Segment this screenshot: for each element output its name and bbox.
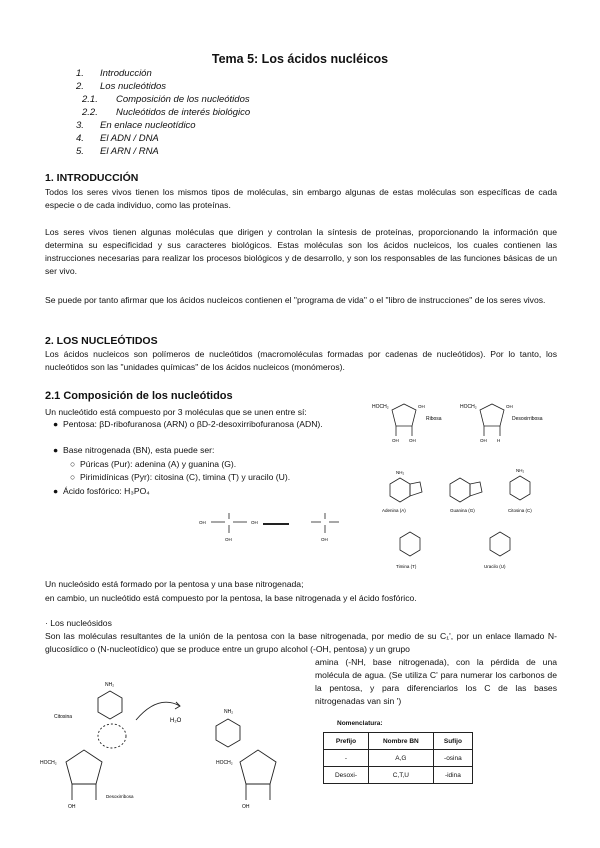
heading-introduccion: 1. INTRODUCCIÓN [45, 172, 139, 184]
nomenclatura-title: Nomenclatura: [337, 720, 383, 727]
toc-item[interactable]: En enlace nucleotídico [100, 120, 196, 131]
toc-num: 2.2. [82, 107, 98, 118]
toc-item[interactable]: Composición de los nucleótidos [116, 94, 250, 105]
citosina-top-label: Citosina [54, 714, 73, 720]
toc-item[interactable]: Nucleótidos de interés biológico [116, 107, 251, 118]
list-item [53, 418, 365, 430]
hoch2-label: HOCH₂ [372, 404, 389, 410]
toc-item[interactable]: Introducción [100, 68, 152, 79]
oh-label: OH [418, 404, 425, 409]
circle-bullet-icon: ○ [70, 459, 76, 469]
toc-item[interactable]: El ARN / RNA [100, 146, 159, 157]
table-cell: A,G [368, 750, 433, 767]
nh2-label: NH₂ [105, 682, 115, 688]
hoch2-label: HOCH₂ [40, 760, 57, 766]
bullet-icon: ● [53, 445, 59, 455]
table-header-cell: Prefijo [324, 733, 369, 750]
table-header-cell: Nombre BN [368, 733, 433, 750]
list-item [70, 471, 370, 483]
table-row [324, 750, 473, 767]
toc-item[interactable]: Los nucleótidos [100, 81, 167, 92]
citosina-label: Citosina (C) [508, 508, 532, 513]
nh2-label: NH₂ [224, 709, 234, 715]
h-label: H [497, 438, 501, 443]
phosphoric-acid-figure [195, 505, 370, 555]
paragraph: Se puede por tanto afirmar que los ácidos nucleicos contienen el "programa de vida" o el "libro de instrucciones" de los seres vivos. [45, 295, 546, 305]
h2o-label: H₂O [170, 718, 182, 724]
toc-num: 2. [76, 81, 84, 92]
oh-label: OH [480, 438, 487, 443]
list-item-text: Base nitrogenada (BN), esta puede ser: [63, 445, 215, 455]
paragraph: Un nucleósido está formado por la pentosa y una base nitrogenada; [45, 579, 304, 589]
desoxirribosa-bottom-label: Desoxirribosa [106, 794, 134, 799]
bullet-icon: ● [53, 419, 59, 429]
ribosa-label: Ribosa [426, 416, 442, 422]
heading-nucleotidos: 2. LOS NUCLEÓTIDOS [45, 335, 158, 347]
list-item-text: Pirimidínicas (Pyr): citosina (C), timina (T) y uracilo (U). [80, 472, 291, 482]
table-cell: - [324, 750, 369, 767]
oh-label: OH [392, 438, 399, 443]
list-item [53, 485, 353, 497]
nh2-label: NH₂ [516, 468, 525, 473]
toc-num: 4. [76, 133, 84, 144]
heading-composicion: 2.1 Composición de los nucleótidos [45, 390, 233, 402]
paragraph: Los seres vivos tienen algunas moléculas que dirigen y controlan la síntesis de proteínas, proporcionando la información que determina su especificidad y sus caracteres biológicos. Estas moléculas son los ácidos nucleicos, los cuales contienen las instrucciones necesarias para realizar los procesos biológicos y de desarrollo, y son los responsables de las funciones básicas de un ser vivo. [45, 227, 557, 276]
list-item [70, 458, 370, 470]
toc-item[interactable]: El ADN / DNA [100, 133, 159, 144]
paragraph: Los ácidos nucleicos son polímeros de nucleótidos (macromoléculas formadas por cadenas de nucleótidos). Por lo tanto, los nucleótidos son las "unidades químicas" de los ácidos nucleicos (monómeros). [45, 349, 557, 372]
nh2-label: NH₂ [396, 470, 405, 475]
toc-num: 1. [76, 68, 84, 79]
list-item-text: Púricas (Pur): adenina (A) y guanina (G). [80, 459, 237, 469]
table-cell: -osina [433, 750, 472, 767]
oh-label: OH [506, 404, 513, 409]
guanina-label: Guanina (G) [450, 508, 475, 513]
oh-label: OH [321, 537, 328, 542]
oh-label: OH [225, 537, 232, 542]
bullet-icon: ● [53, 486, 59, 496]
paragraph: Todos los seres vivos tienen los mismos tipos de moléculas, sin embargo algunas de estas moléculas son específicas de cada especie o de cada individuo, como las proteínas. [45, 187, 557, 210]
oh-label: OH [251, 520, 258, 525]
nitrogenous-bases-figure [370, 462, 560, 580]
toc-num: 2.1. [82, 94, 98, 105]
circle-bullet-icon: ○ [70, 472, 76, 482]
adenina-label: Adenina (A) [382, 508, 406, 513]
table-header-row [324, 733, 473, 750]
desoxirribosa-label: Desoxirribosa [512, 416, 543, 422]
oh-label: OH [199, 520, 206, 525]
list-item [53, 444, 365, 456]
nomenclatura-table [323, 732, 473, 784]
uracilo-label: Uracilo (U) [484, 564, 506, 569]
hoch2-label: HOCH₂ [216, 760, 233, 766]
timina-label: Timina (T) [396, 564, 417, 569]
table-cell: Desoxi- [324, 767, 369, 784]
table-header-cell: Sufijo [433, 733, 472, 750]
subheading-nucleosidos: · Los nucleósidos [45, 618, 112, 628]
table-row [324, 767, 473, 784]
list-item-text: Ácido fosfórico: H₃PO₄ [63, 486, 150, 496]
paragraph: en cambio, un nucleótido está compuesto por la pentosa, la base nitrogenada y el ácido fosfórico. [45, 593, 417, 603]
page-title: Tema 5: Los ácidos nucléicos [211, 52, 389, 66]
table-cell: C,T,U [368, 767, 433, 784]
toc-num: 3. [76, 120, 84, 131]
oh-label: OH [409, 438, 416, 443]
hoch2-label: HOCH₂ [460, 404, 477, 410]
nucleoside-formation-figure [40, 676, 320, 826]
paragraph: amina (-NH, base nitrogenada), con la pérdida de una molécula de agua. (Se utiliza C' para numerar los carbonos de la pentosa, y para diferenciarlos los C de las bases nitrogenadas van sin ') [315, 657, 557, 706]
oh-label: OH [242, 804, 250, 810]
oh-label: OH [68, 804, 76, 810]
paragraph: Un nucleótido está compuesto por 3 moléculas que se unen entre sí: [45, 407, 307, 417]
pentose-structures-figure [372, 398, 552, 446]
toc-num: 5. [76, 146, 84, 157]
list-item-text: Pentosa: βD-ribofuranosa (ARN) o βD-2-desoxirribofuranosa (ADN). [63, 419, 323, 429]
table-cell: -idina [433, 767, 472, 784]
paragraph: Son las moléculas resultantes de la unión de la pentosa con la base nitrogenada, por medio de su C₁', por un enlace llamado N-glucosídico o (N-nucleotídico) que se produce entre un grupo alcohol (-OH, pentosa) y un grupo [45, 631, 557, 654]
